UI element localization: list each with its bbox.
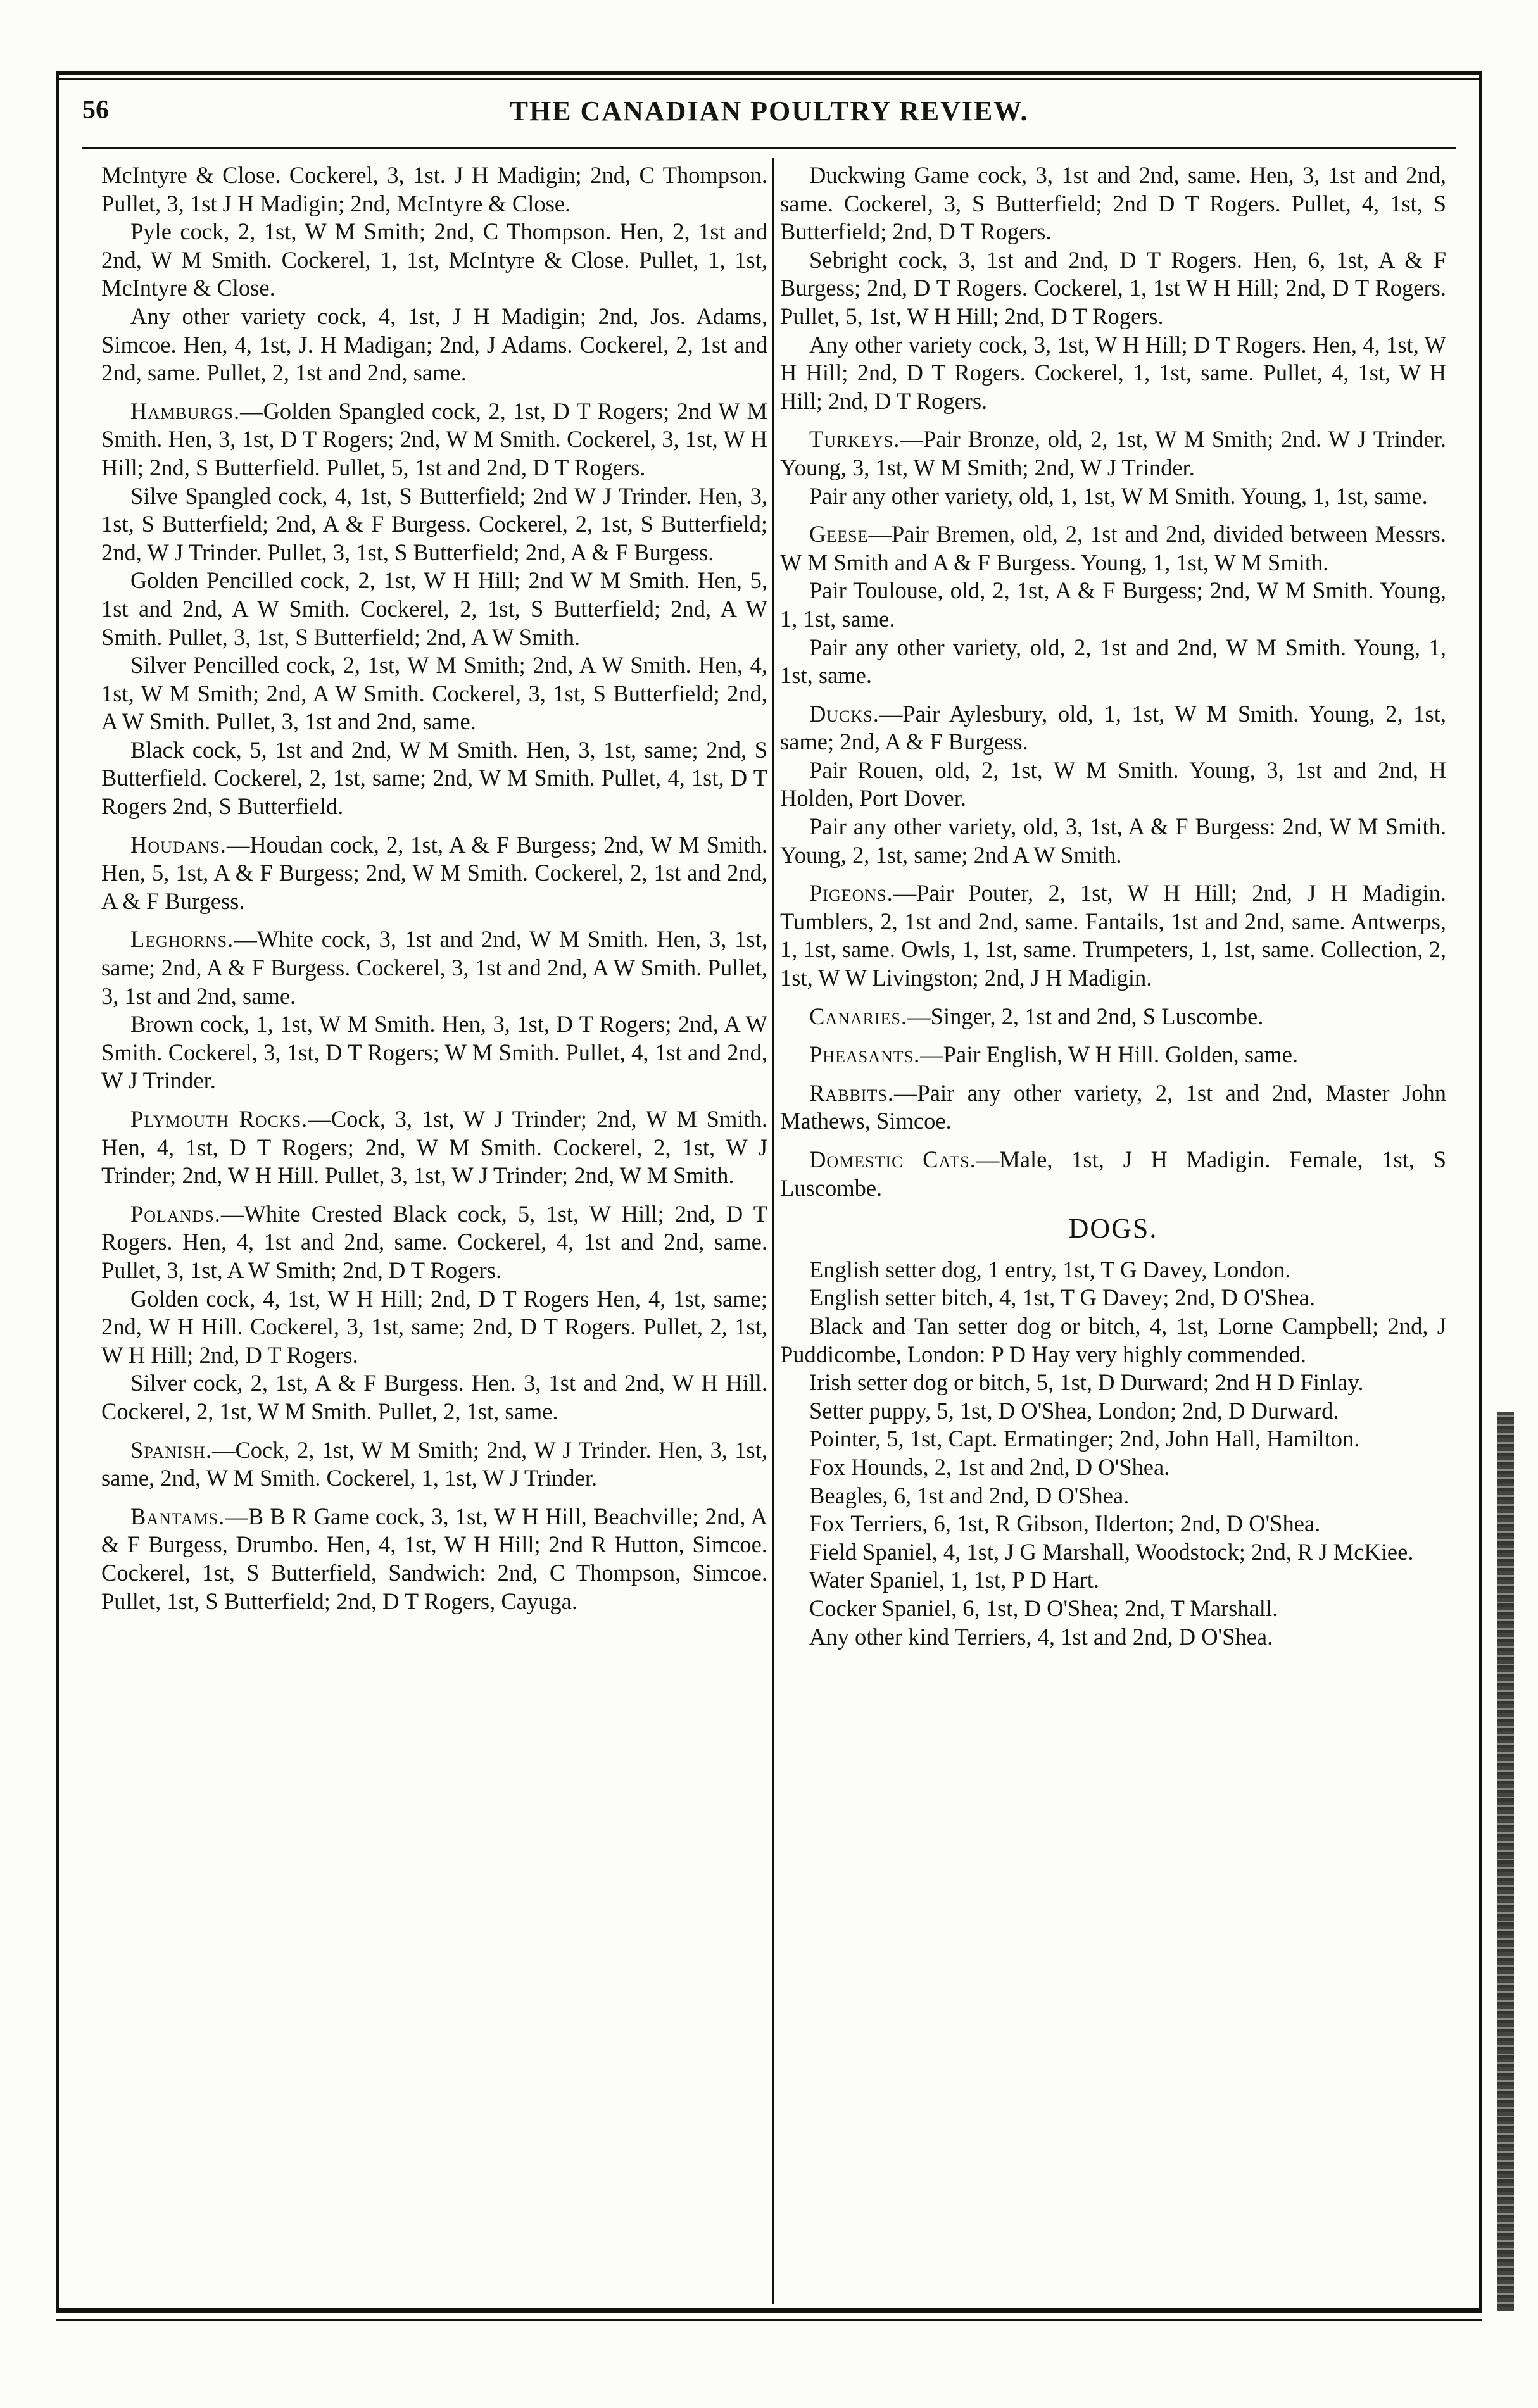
- border-bottom-inner: [56, 2319, 1482, 2321]
- section-lead: Plymouth Rocks.: [130, 1106, 308, 1132]
- entry-paragraph: [780, 1453, 1446, 1482]
- border-left: [56, 71, 59, 2308]
- entry-text: —B B R Game cock, 3, 1st, W H Hill, Beachville; 2nd, A & F Burgess, Drumbo. Hen, 4, 1st, W H Hill; 2nd R Hutton, Simcoe. Cockerel, 1st, S Butterfield, Sandwich: 2nd, C Thompson, Simcoe. Pullet, 1st, S Butterfield; 2nd, D T Rogers, Cayuga.: [101, 1503, 767, 1614]
- entry-paragraph: [780, 1425, 1446, 1453]
- entry-paragraph: [101, 303, 767, 387]
- section-lead: Houdans.: [130, 831, 227, 858]
- entry-text: —White cock, 3, 1st and 2nd, W M Smith. Hen, 3, 1st, same; 2nd, A & F Burgess. Cockerel, 3, 1st and 2nd, A W Smith. Pullet, 3, 1st and 2nd, same.: [101, 926, 767, 1009]
- section-lead: Rabbits.: [809, 1079, 894, 1106]
- entry-text: —Male, 1st, J H Madigin. Female, 1st, S Luscombe.: [780, 1146, 1446, 1201]
- entry-text: Pair any other variety, old, 2, 1st and 2nd, W M Smith. Young, 1, 1st, same.: [780, 634, 1446, 689]
- entry-text: Pair Rouen, old, 2, 1st, W M Smith. Young, 3, 1st and 2nd, H Holden, Port Dover.: [780, 756, 1446, 812]
- entry-text: Brown cock, 1, 1st, W M Smith. Hen, 3, 1st, D T Rogers; 2nd, A W Smith. Cockerel, 3, 1st, D T Rogers; W M Smith. Pullet, 4, 1st and 2nd, W J Trinder.: [101, 1011, 767, 1094]
- entry-text: Any other variety cock, 3, 1st, W H Hill; D T Rogers. Hen, 4, 1st, W H Hill; 2nd, D T Rogers. Cockerel, 1, 1st, same. Pullet, 4, 1st, W H Hill; 2nd, D T Rogers.: [780, 331, 1446, 414]
- border-right: [1479, 71, 1482, 2308]
- entry-paragraph: [101, 1436, 767, 1493]
- entry-paragraph: [101, 925, 767, 1010]
- entry-text: Golden cock, 4, 1st, W H Hill; 2nd, D T Rogers Hen, 4, 1st, same; 2nd, W H Hill. Cockerel, 3, 1st, same; 2nd, D T Rogers. Pullet, 2, 1st, W H Hill; 2nd, D T Rogers.: [101, 1285, 767, 1368]
- entry-text: —Pair Bronze, old, 2, 1st, W M Smith; 2nd. W J Trinder. Young, 3, 1st, W M Smith; 2nd, W J Trinder.: [780, 426, 1446, 480]
- entry-paragraph: [780, 1369, 1446, 1397]
- entry-paragraph: [780, 879, 1446, 992]
- entry-paragraph: [780, 1079, 1446, 1136]
- entry-paragraph: [780, 1482, 1446, 1510]
- entry-text: Pair Toulouse, old, 2, 1st, A & F Burgess; 2nd, W M Smith. Young, 1, 1st, same.: [780, 577, 1446, 632]
- entry-paragraph: [780, 1146, 1446, 1202]
- entry-paragraph: [780, 1510, 1446, 1538]
- section-lead: Pheasants.: [809, 1041, 921, 1068]
- page-title: THE CANADIAN POULTRY REVIEW.: [509, 96, 1029, 127]
- entry-paragraph: [780, 246, 1446, 331]
- entry-paragraph: [780, 700, 1446, 756]
- entry-paragraph: [780, 756, 1446, 813]
- entry-paragraph: [780, 520, 1446, 577]
- right-column: [780, 161, 1446, 1651]
- entry-text: Pyle cock, 2, 1st, W M Smith; 2nd, C Thompson. Hen, 2, 1st and 2nd, W M Smith. Cockerel, 1, 1st, McIntyre & Close. Pullet, 1, 1st, McIntyre & Close.: [101, 218, 767, 301]
- entry-paragraph: [101, 398, 767, 482]
- entry-paragraph: [780, 1566, 1446, 1595]
- entry-paragraph: [780, 1003, 1446, 1031]
- section-lead: Turkeys.: [809, 426, 900, 453]
- dogs-section: [780, 1256, 1446, 1651]
- column-divider: [772, 158, 774, 2304]
- entry-paragraph: [101, 161, 767, 218]
- entry-text: Pointer, 5, 1st, Capt. Ermatinger; 2nd, John Hall, Hamilton.: [809, 1426, 1360, 1452]
- entry-text: Golden Pencilled cock, 2, 1st, W H Hill; 2nd W M Smith. Hen, 5, 1st and 2nd, A W Smith. Cockerel, 2, 1st, S Butterfield; 2nd, A W Smith. Pullet, 3, 1st, S Butterfield; 2nd, A W Smith.: [101, 567, 767, 650]
- entry-text: English setter dog, 1 entry, 1st, T G Davey, London.: [809, 1256, 1291, 1282]
- entry-text: —Pair Aylesbury, old, 1, 1st, W M Smith. Young, 2, 1st, same; 2nd, A & F Burgess.: [780, 700, 1446, 755]
- entry-text: Fox Hounds, 2, 1st and 2nd, D O'Shea.: [809, 1453, 1170, 1480]
- entry-paragraph: [780, 813, 1446, 869]
- scan-edge-mark: [1497, 1412, 1514, 2311]
- header-rule: [82, 147, 1456, 149]
- entry-paragraph: [780, 161, 1446, 246]
- entry-paragraph: [780, 1397, 1446, 1426]
- entry-text: —Houdan cock, 2, 1st, A & F Burgess; 2nd, W M Smith. Hen, 5, 1st, A & F Burgess; 2nd, W M Smith. Cockerel, 2, 1st and 2nd, A & F Burgess.: [101, 831, 767, 914]
- right-column-poultry: [780, 161, 1446, 1202]
- section-lead: Canaries.: [809, 1003, 908, 1029]
- border-top-inner: [56, 78, 1482, 80]
- entry-paragraph: [101, 218, 767, 303]
- section-lead: Leghorns.: [130, 926, 234, 953]
- entry-paragraph: [101, 1010, 767, 1095]
- entry-paragraph: [780, 1312, 1446, 1369]
- entry-text: Beagles, 6, 1st and 2nd, D O'Shea.: [809, 1482, 1130, 1508]
- entry-paragraph: [101, 736, 767, 821]
- border-top: [56, 71, 1482, 75]
- entry-text: Silver cock, 2, 1st, A & F Burgess. Hen. 3, 1st and 2nd, W H Hill. Cockerel, 2, 1st, W M Smith. Pullet, 2, 1st, same.: [101, 1370, 767, 1424]
- entry-paragraph: [101, 831, 767, 916]
- entry-paragraph: [780, 1284, 1446, 1312]
- entry-paragraph: [780, 482, 1446, 511]
- entry-text: —White Crested Black cock, 5, 1st, W Hill; 2nd, D T Rogers. Hen, 4, 1st and 2nd, same. Cockerel, 4, 1st and 2nd, same. Pullet, 3, 1st, A W Smith; 2nd, D T Rogers.: [101, 1200, 767, 1283]
- entry-text: —Pair Pouter, 2, 1st, W H Hill; 2nd, J H Madigin. Tumblers, 2, 1st and 2nd, same. Fantails, 1st and 2nd, same. Antwerps, 1, 1st, same. Owls, 1, 1st, same. Trumpeters, 1, 1st, same. Collection, 2, 1st, W W Livingston; 2nd, J H Madigin.: [780, 880, 1446, 991]
- entry-paragraph: [780, 425, 1446, 482]
- entry-paragraph: [101, 1285, 767, 1370]
- entry-paragraph: [101, 1200, 767, 1285]
- entry-text: McIntyre & Close. Cockerel, 3, 1st. J H Madigin; 2nd, C Thompson. Pullet, 3, 1st J H Madigin; 2nd, McIntyre & Close.: [101, 162, 767, 216]
- left-column: [101, 161, 767, 1615]
- entry-text: Pair any other variety, old, 3, 1st, A & F Burgess: 2nd, W M Smith. Young, 2, 1st, same; 2nd A W Smith.: [780, 813, 1446, 868]
- border-bottom: [56, 2308, 1482, 2313]
- page-number: 56: [82, 96, 109, 125]
- entry-text: Any other kind Terriers, 4, 1st and 2nd, D O'Shea.: [809, 1623, 1273, 1650]
- section-lead: Ducks.: [809, 700, 879, 727]
- section-lead: Domestic Cats.: [809, 1146, 976, 1172]
- entry-text: Any other variety cock, 4, 1st, J H Madigin; 2nd, Jos. Adams, Simcoe. Hen, 4, 1st, J. H Madigan; 2nd, J Adams. Cockerel, 2, 1st and 2nd, same. Pullet, 2, 1st and 2nd, same.: [101, 303, 767, 386]
- section-lead: Spanish.: [130, 1436, 212, 1463]
- entry-paragraph: [780, 1041, 1446, 1069]
- entry-paragraph: [780, 331, 1446, 416]
- section-lead: Pigeons.: [809, 880, 893, 906]
- section-lead: Bantams.: [130, 1503, 225, 1529]
- entry-paragraph: [780, 577, 1446, 633]
- entry-text: —Golden Spangled cock, 2, 1st, D T Rogers; 2nd W M Smith. Hen, 3, 1st, D T Rogers; 2nd, W M Smith. Cockerel, 3, 1st, W H Hill; 2nd, S Butterfield. Pullet, 5, 1st and 2nd, D T Rogers.: [101, 398, 767, 480]
- entry-paragraph: [780, 1595, 1446, 1623]
- entry-text: Irish setter dog or bitch, 5, 1st, D Durward; 2nd H D Finlay.: [809, 1369, 1364, 1396]
- entry-text: —Singer, 2, 1st and 2nd, S Luscombe.: [907, 1003, 1264, 1029]
- entry-text: Setter puppy, 5, 1st, D O'Shea, London; 2nd, D Durward.: [809, 1397, 1339, 1424]
- entry-paragraph: [780, 1623, 1446, 1652]
- entry-paragraph: [101, 482, 767, 567]
- page-header: [82, 95, 1456, 151]
- entry-text: Black cock, 5, 1st and 2nd, W M Smith. Hen, 3, 1st, same; 2nd, S Butterfield. Cockerel, 2, 1st, same; 2nd, W M Smith. Pullet, 4, 1st, D T Rogers 2nd, S Butterfield.: [101, 736, 767, 820]
- entry-paragraph: [101, 567, 767, 651]
- entry-text: Silver Pencilled cock, 2, 1st, W M Smith; 2nd, A W Smith. Hen, 4, 1st, W M Smith; 2nd, A W Smith. Cockerel, 3, 1st, S Butterfield; 2nd, A W Smith. Pullet, 3, 1st and 2nd, same.: [101, 652, 767, 735]
- section-lead: Hamburgs.: [130, 398, 241, 424]
- entry-text: Fox Terriers, 6, 1st, R Gibson, Ilderton; 2nd, D O'Shea.: [809, 1510, 1321, 1537]
- entry-paragraph: [101, 1369, 767, 1426]
- entry-paragraph: [101, 651, 767, 736]
- entry-text: Pair any other variety, old, 1, 1st, W M Smith. Young, 1, 1st, same.: [809, 482, 1428, 509]
- entry-text: —Cock, 3, 1st, W J Trinder; 2nd, W M Smith. Hen, 4, 1st, D T Rogers; 2nd, W M Smith. Cockerel, 2, 1st, W J Trinder; 2nd, W H Hill. Pullet, 3, 1st, W J Trinder; 2nd, W M Smith.: [101, 1106, 767, 1189]
- entry-text: Field Spaniel, 4, 1st, J G Marshall, Woodstock; 2nd, R J McKiee.: [809, 1538, 1414, 1565]
- entry-text: Duckwing Game cock, 3, 1st and 2nd, same. Hen, 3, 1st and 2nd, same. Cockerel, 3, S Butterfield; 2nd D T Rogers. Pullet, 4, 1st, S Butterfield; 2nd, D T Rogers.: [780, 162, 1446, 245]
- entry-text: Silve Spangled cock, 4, 1st, S Butterfield; 2nd W J Trinder. Hen, 3, 1st, S Butterfield; 2nd, A & F Burgess. Cockerel, 2, 1st, S Butterfield; 2nd, W J Trinder. Pullet, 3, 1st, S Butterfield; 2nd, A & F Burgess.: [101, 482, 767, 565]
- entry-paragraph: [101, 1105, 767, 1190]
- entry-text: —Pair any other variety, 2, 1st and 2nd, Master John Mathews, Simcoe.: [780, 1079, 1446, 1134]
- entry-text: Black and Tan setter dog or bitch, 4, 1st, Lorne Campbell; 2nd, J Puddicombe, London: P D Hay very highly commended.: [780, 1312, 1446, 1367]
- section-lead: Polands.: [130, 1200, 221, 1227]
- entry-paragraph: [780, 1538, 1446, 1567]
- entry-paragraph: [101, 1503, 767, 1615]
- entry-text: Water Spaniel, 1, 1st, P D Hart.: [809, 1567, 1099, 1593]
- entry-text: Sebright cock, 3, 1st and 2nd, D T Rogers. Hen, 6, 1st, A & F Burgess; 2nd, D T Rogers. Cockerel, 1, 1st W H Hill; 2nd, D T Rogers. Pullet, 5, 1st, W H Hill; 2nd, D T Rogers.: [780, 246, 1446, 329]
- section-lead: Geese: [809, 521, 869, 548]
- entry-text: —Cock, 2, 1st, W M Smith; 2nd, W J Trinder. Hen, 3, 1st, same, 2nd, W M Smith. Cockerel, 1, 1st, W J Trinder.: [101, 1436, 767, 1491]
- entry-text: English setter bitch, 4, 1st, T G Davey; 2nd, D O'Shea.: [809, 1284, 1316, 1311]
- entry-text: —Pair Bremen, old, 2, 1st and 2nd, divided between Messrs. W M Smith and A & F Burgess. Young, 1, 1st, W M Smith.: [780, 521, 1446, 575]
- entry-paragraph: [780, 634, 1446, 690]
- entry-text: —Pair English, W H Hill. Golden, same.: [920, 1041, 1299, 1068]
- entry-text: Cocker Spaniel, 6, 1st, D O'Shea; 2nd, T Marshall.: [809, 1595, 1278, 1621]
- dogs-heading: DOGS.: [1068, 1213, 1158, 1245]
- entry-paragraph: [780, 1256, 1446, 1284]
